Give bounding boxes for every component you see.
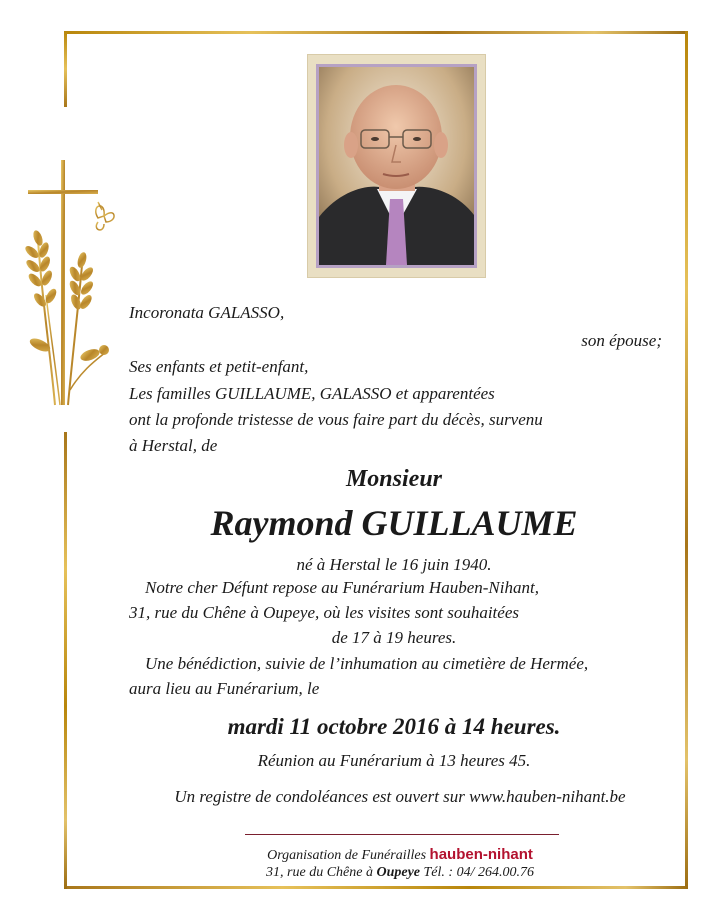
footer-address [180, 864, 620, 881]
place-line: à Herstal, de [129, 436, 218, 455]
cross-wheat-butterfly-icon [20, 160, 120, 420]
footer-separator [245, 834, 559, 835]
address-prefix: 31, rue du Chêne à [266, 865, 373, 880]
org-label: Organisation de Funérailles [267, 848, 427, 863]
frame-left-bottom [64, 432, 67, 889]
ceremony-line-1: Une bénédiction, suivie de l’inhumation au cimetière de Hermée, [145, 654, 589, 673]
frame-top [64, 31, 688, 34]
address-town: Oupeye [376, 865, 421, 880]
brand-logo: hauben-nihant [429, 846, 533, 863]
spouse-name: Incoronata GALASSO, [129, 303, 285, 322]
birth-line: né à Herstal le 16 juin 1940. [296, 555, 492, 574]
deceased-name: Raymond GUILLAUME [210, 503, 578, 543]
registry-line: Un registre de condoléances est ouvert sur www.hauben-nihant.be [174, 787, 626, 806]
rest-line-3: de 17 à 19 heures. [331, 628, 457, 647]
families-line: Les familles GUILLAUME, GALASSO et apparentées [129, 384, 495, 403]
ceremony-line-2: aura lieu au Funérarium, le [129, 679, 320, 698]
spouse-role: son épouse; [581, 331, 662, 350]
portrait-photo [316, 64, 477, 268]
children-line: Ses enfants et petit-enfant, [129, 357, 309, 376]
ceremony-date: mardi 11 octobre 2016 à 14 heures. [227, 714, 561, 739]
announce-line: ont la profonde tristesse de vous faire part du décès, survenu [129, 410, 543, 429]
meeting-line: Réunion au Funérarium à 13 heures 45. [257, 751, 531, 770]
deceased-title: Monsieur [345, 466, 443, 492]
rest-line-2: 31, rue du Chêne à Oupeye, où les visites sont souhaitées [129, 603, 519, 622]
phone: Tél. : 04/ 264.00.76 [423, 865, 534, 880]
rest-line-1: Notre cher Défunt repose au Funérarium Hauben-Nihant, [145, 578, 539, 597]
frame-left-top [64, 31, 67, 107]
frame-bottom [64, 886, 688, 889]
footer-organisation [180, 846, 620, 864]
